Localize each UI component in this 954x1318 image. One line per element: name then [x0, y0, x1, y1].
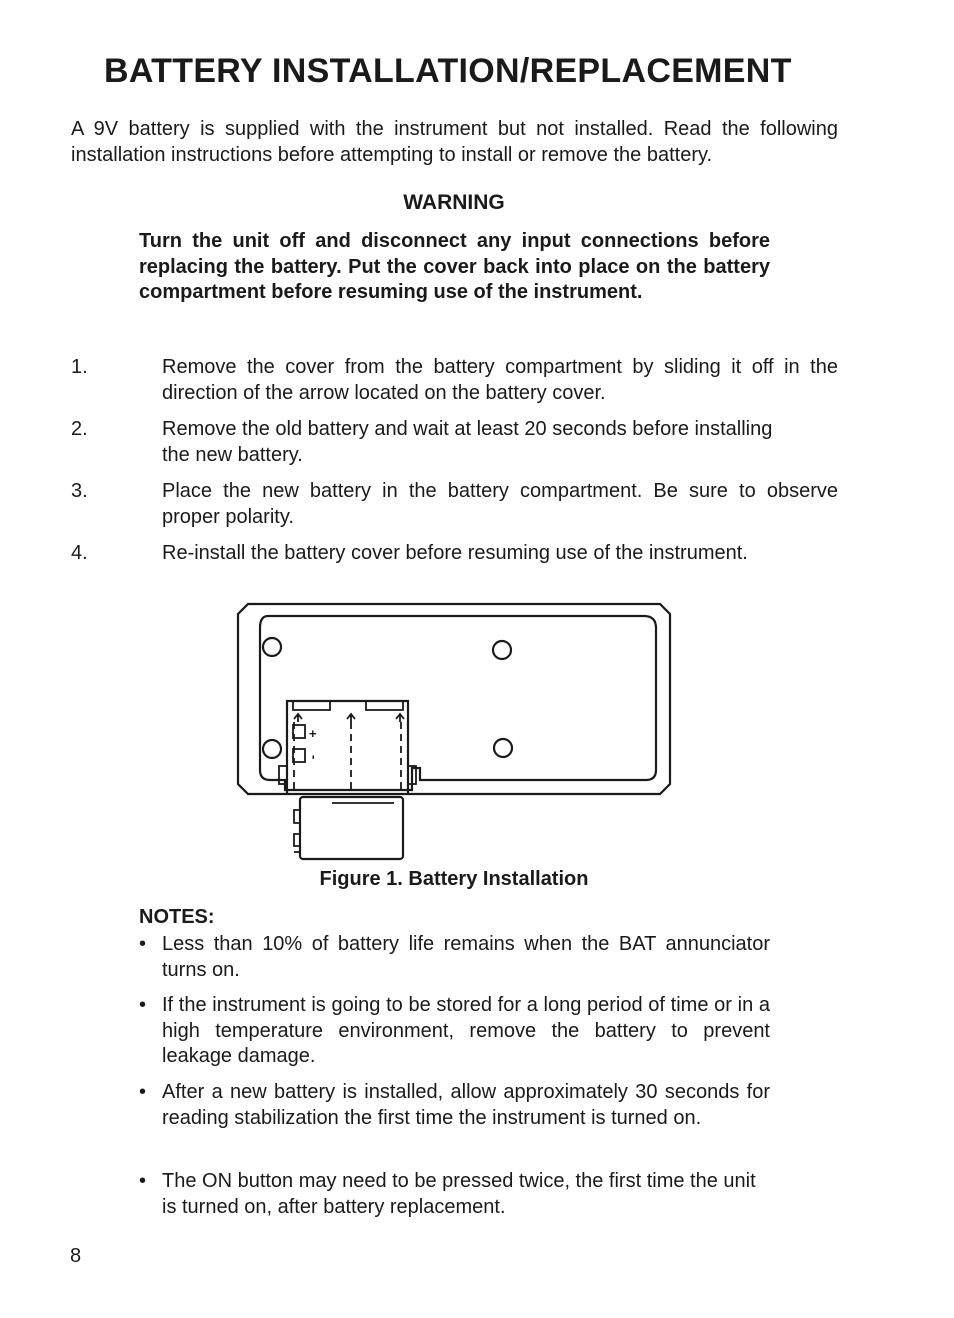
screw-hole-bottom-right	[494, 739, 512, 757]
bullet: •	[139, 994, 147, 1016]
step-text: Remove the cover from the battery compartment by sliding it off in the direction of the arrow located on the battery cover.	[162, 356, 838, 404]
instrument-outline	[238, 604, 670, 794]
step-text: Place the new battery in the battery compartment. Be sure to observe proper polarity.	[162, 480, 838, 528]
screw-hole-top-left	[263, 638, 281, 656]
polarity-plus-label: +	[309, 726, 317, 741]
compartment-top-tab-left	[293, 701, 330, 710]
note-text: If the instrument is going to be stored for a long period of time or in a high temperature environment, remove the battery to prevent leakage damage.	[162, 994, 770, 1067]
step-number: 3.	[71, 480, 88, 502]
page-number: 8	[70, 1245, 82, 1267]
warning-text: Turn the unit off and disconnect any input connections before replacing the battery. Put the cover back into place on the battery compartment before resuming use of the instrument.	[139, 230, 770, 303]
step-number: 1.	[71, 356, 88, 378]
step-number: 2.	[71, 418, 88, 440]
arrow-up-icon	[396, 714, 404, 722]
bullet: •	[139, 1081, 147, 1103]
figure-caption: Figure 1. Battery Installation	[319, 868, 589, 890]
step-text: Remove the old battery and wait at least 20 seconds before installing the new battery.	[162, 418, 773, 466]
step-text: Re-install the battery cover before resuming use of the instrument.	[162, 542, 748, 564]
note-text: After a new battery is installed, allow approximately 30 seconds for reading stabilization the first time the instrument is turned on.	[162, 1081, 770, 1129]
screw-hole-top-right	[493, 641, 511, 659]
bullet: •	[139, 933, 147, 955]
note-text: The ON button may need to be pressed twice, the first time the unit is turned on, after battery replacement.	[162, 1170, 756, 1218]
battery-9v-icon	[300, 797, 403, 859]
notes-heading: NOTES:	[139, 906, 215, 928]
screw-hole-bottom-left	[263, 740, 281, 758]
step-number: 4.	[71, 542, 88, 564]
note-text: Less than 10% of battery life remains when the BAT annunciator turns on.	[162, 933, 770, 981]
polarity-minus-label: -	[307, 755, 322, 760]
page-title: BATTERY INSTALLATION/REPLACEMENT	[104, 52, 792, 90]
arrow-up-icon	[347, 714, 355, 722]
instrument-inner-panel	[260, 616, 656, 790]
bullet: •	[139, 1170, 147, 1192]
battery-installation-figure	[236, 600, 676, 864]
compartment-top-tab-right	[366, 701, 403, 710]
battery-compartment	[287, 701, 408, 793]
intro-paragraph: A 9V battery is supplied with the instrument but not installed. Read the following installation instructions before attempting to install or remove the battery.	[71, 118, 838, 166]
warning-heading: WARNING	[403, 191, 505, 214]
arrow-up-icon	[294, 714, 302, 722]
